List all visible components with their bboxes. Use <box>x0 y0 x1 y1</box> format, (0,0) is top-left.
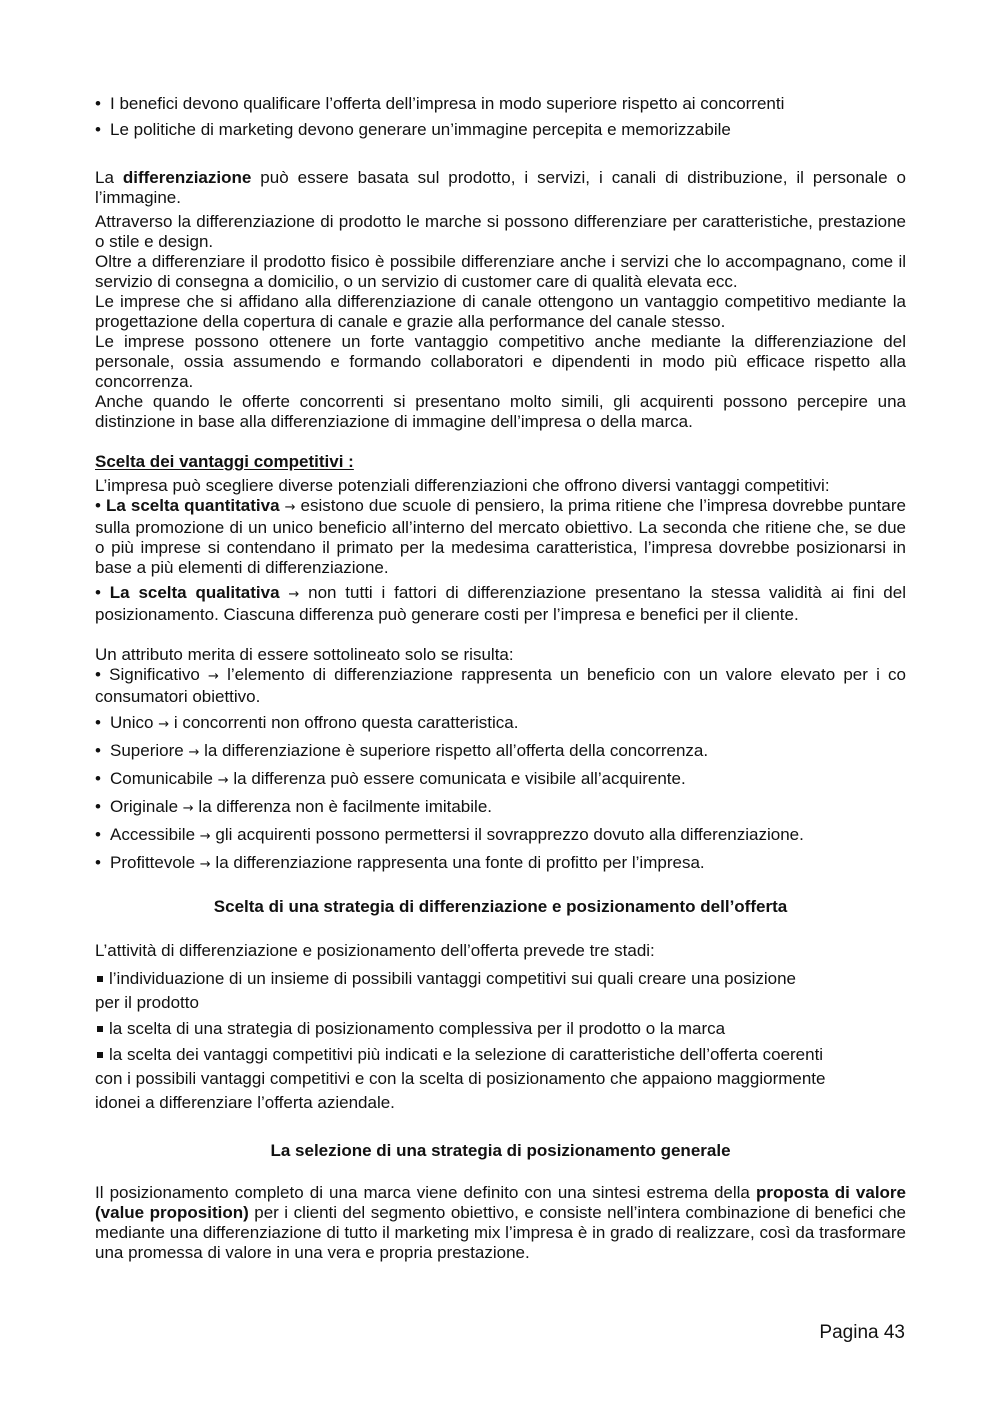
section-heading-text: Scelta dei vantaggi competitivi : <box>95 452 354 471</box>
attribute-term: Unico <box>110 713 154 732</box>
attribute-term: Accessibile <box>110 825 196 844</box>
paragraph <box>95 1183 906 1263</box>
attribute-text: la differenza può essere comunicata e visibile all’acquirente. <box>233 769 686 788</box>
paragraph: Attraverso la differenziazione di prodotto le marche si possono differenziare per caratteristiche, prestazione o stile e design. <box>95 212 906 251</box>
bullet-glyph: • <box>95 496 101 515</box>
bullet-glyph: • <box>95 797 101 816</box>
stage-item <box>95 1043 855 1115</box>
bullet-glyph: • <box>95 769 101 788</box>
stage-text: l’individuazione di un insieme di possibili vantaggi competitivi sui quali creare una posizione <box>109 969 796 988</box>
stage-text: per il prodotto <box>95 993 199 1012</box>
stage-text: coerenti con i possibili vantaggi competitivi e con la scelta di posizionamento che appaiono maggiormente idonei a differenziare l’offerta aziendale. <box>95 1045 826 1112</box>
square-bullet-icon <box>97 1026 103 1032</box>
stage-text: la scelta dei vantaggi competitivi più indicati e la selezione di caratteristiche dell’offerta <box>109 1045 758 1064</box>
paragraph: Oltre a differenziare il prodotto fisico è possibile differenziare anche i servizi che lo accompagnano, come il servizio di consegna a domicilio, o un servizio di customer care di qualità elevata ecc. <box>95 252 906 291</box>
top-bullet-list <box>95 94 906 140</box>
list-item <box>95 853 906 875</box>
bullet-glyph: • <box>95 741 101 760</box>
stage-item <box>95 1017 906 1041</box>
attribute-term: Profittevole <box>110 853 196 872</box>
text-run: La <box>95 168 123 187</box>
list-item <box>95 741 906 763</box>
attribute-term: Originale <box>110 797 179 816</box>
attribute-section <box>95 645 906 875</box>
text-run: può essere basata sul prodotto, i servizi, i canali di distribuzione, il personale o l’immagine. <box>95 168 906 207</box>
strategy-section <box>95 897 906 1115</box>
section-heading: La selezione di una strategia di posizionamento generale <box>270 1141 731 1160</box>
text-run: per i clienti del segmento obiettivo, e consiste nell’intera combinazione di benefici che mediante una differenziazione di tutto il marketing mix l’impresa è in grado di realizzare, così da trasformare una promessa di valore in una vera e propria prestazione. <box>95 1203 907 1262</box>
paragraph: Anche quando le offerte concorrenti si presentano molto simili, gli acquirenti possono percepire una distinzione in base alla differenziazione di immagine dell’impresa o della marca. <box>95 392 906 431</box>
bold-term: proposta di valore (value proposition) <box>95 1183 906 1222</box>
attribute-term: Superiore <box>110 741 184 760</box>
bold-term: La scelta quantitativa <box>106 496 280 515</box>
list-item-text: I benefici devono qualificare l’offerta dell’impresa in modo superiore rispetto ai concorrenti <box>110 94 785 113</box>
competitive-advantage-section <box>95 452 906 625</box>
text-run: esistono due scuole di pensiero, la prima ritiene che l’impresa dovrebbe puntare sulla promozione di un unico beneficio all’interno del mercato obiettivo. La seconda che ritiene che, se due o più imprese si contendano il primato per la medesima caratteristica, l’impresa dovrebbe posizionarsi in base a più elementi di differenziazione. <box>95 496 906 577</box>
bullet-glyph: • <box>95 853 101 872</box>
arrow-icon: → <box>199 829 211 844</box>
stage-item <box>95 967 906 1015</box>
bold-term: La scelta qualitativa <box>109 583 280 602</box>
attribute-text: gli acquirenti possono permettersi il sovrapprezzo dovuto alla differenziazione. <box>215 825 804 844</box>
arrow-icon: → <box>188 745 200 760</box>
attribute-term: Significativo <box>109 665 200 684</box>
paragraph: L’attività di differenziazione e posizionamento dell’offerta prevede tre stadi: <box>95 941 655 960</box>
list-item <box>95 825 906 847</box>
text-run: Il posizionamento completo di una marca viene definito con una sintesi estrema della <box>95 1183 756 1202</box>
section-heading: Scelta di una strategia di differenziazione e posizionamento dell’offerta <box>213 897 788 916</box>
paragraph <box>95 496 906 578</box>
square-bullet-icon <box>97 1052 103 1058</box>
page-number: Pagina 43 <box>819 1322 905 1343</box>
bullet-glyph: • <box>95 665 101 684</box>
attribute-list <box>95 713 906 875</box>
list-item <box>95 713 906 735</box>
general-strategy-section <box>95 1141 906 1263</box>
paragraph <box>95 665 906 707</box>
bold-term: differenziazione <box>122 168 252 187</box>
bullet-glyph: • <box>95 120 101 139</box>
arrow-icon: → <box>199 857 211 872</box>
paragraph: L’impresa può scegliere diverse potenziali differenziazioni che offrono diversi vantaggi competitivi: <box>95 476 830 495</box>
list-item <box>95 769 906 791</box>
bullet-glyph: • <box>95 583 101 602</box>
paragraph <box>95 583 906 625</box>
attribute-text: la differenziazione è superiore rispetto all’offerta della concorrenza. <box>204 741 709 760</box>
arrow-icon: → <box>288 587 300 602</box>
attribute-text: la differenziazione rappresenta una fonte di profitto per l’impresa. <box>215 853 705 872</box>
arrow-icon: → <box>208 669 219 684</box>
list-item <box>95 797 906 819</box>
square-bullet-icon <box>97 976 103 982</box>
bullet-glyph: • <box>95 713 101 732</box>
paragraph <box>95 168 906 208</box>
attribute-text: i concorrenti non offrono questa caratteristica. <box>173 713 519 732</box>
list-item <box>95 94 906 114</box>
section-heading <box>95 452 906 472</box>
list-item-text: Le politiche di marketing devono generare un’immagine percepita e memorizzabile <box>110 120 731 139</box>
paragraph: Un attributo merita di essere sottolineato solo se risulta: <box>95 645 514 664</box>
list-item <box>95 120 906 140</box>
attribute-term: Comunicabile <box>110 769 213 788</box>
document-page <box>95 94 906 1263</box>
text-run: l’elemento di differenziazione rappresenta un beneficio con un valore elevato per i co consumatori obiettivo. <box>95 665 906 706</box>
paragraph: Le imprese possono ottenere un forte vantaggio competitivo anche mediante la differenziazione del personale, ossia assumendo e formando collaboratori e dipendenti in modo più efficace rispetto alla concorrenza. <box>95 332 906 391</box>
bullet-glyph: • <box>95 94 101 113</box>
attribute-text: la differenza non è facilmente imitabile. <box>198 797 492 816</box>
arrow-icon: → <box>284 500 296 515</box>
arrow-icon: → <box>182 801 194 816</box>
text-run: non tutti i fattori di differenziazione presentano la stessa validità ai fini del posizionamento. Ciascuna differenza può generare costi per l’impresa e benefici per il cliente. <box>95 583 906 624</box>
stage-text: la scelta di una strategia di posizionamento complessiva per il prodotto o la marca <box>109 1019 726 1038</box>
bullet-glyph: • <box>95 825 101 844</box>
arrow-icon: → <box>158 717 170 732</box>
arrow-icon: → <box>217 773 229 788</box>
differentiation-section <box>95 168 906 432</box>
paragraph: Le imprese che si affidano alla differenziazione di canale ottengono un vantaggio competitivo mediante la progettazione della copertura di canale e grazie alla performance del canale stesso. <box>95 292 906 331</box>
